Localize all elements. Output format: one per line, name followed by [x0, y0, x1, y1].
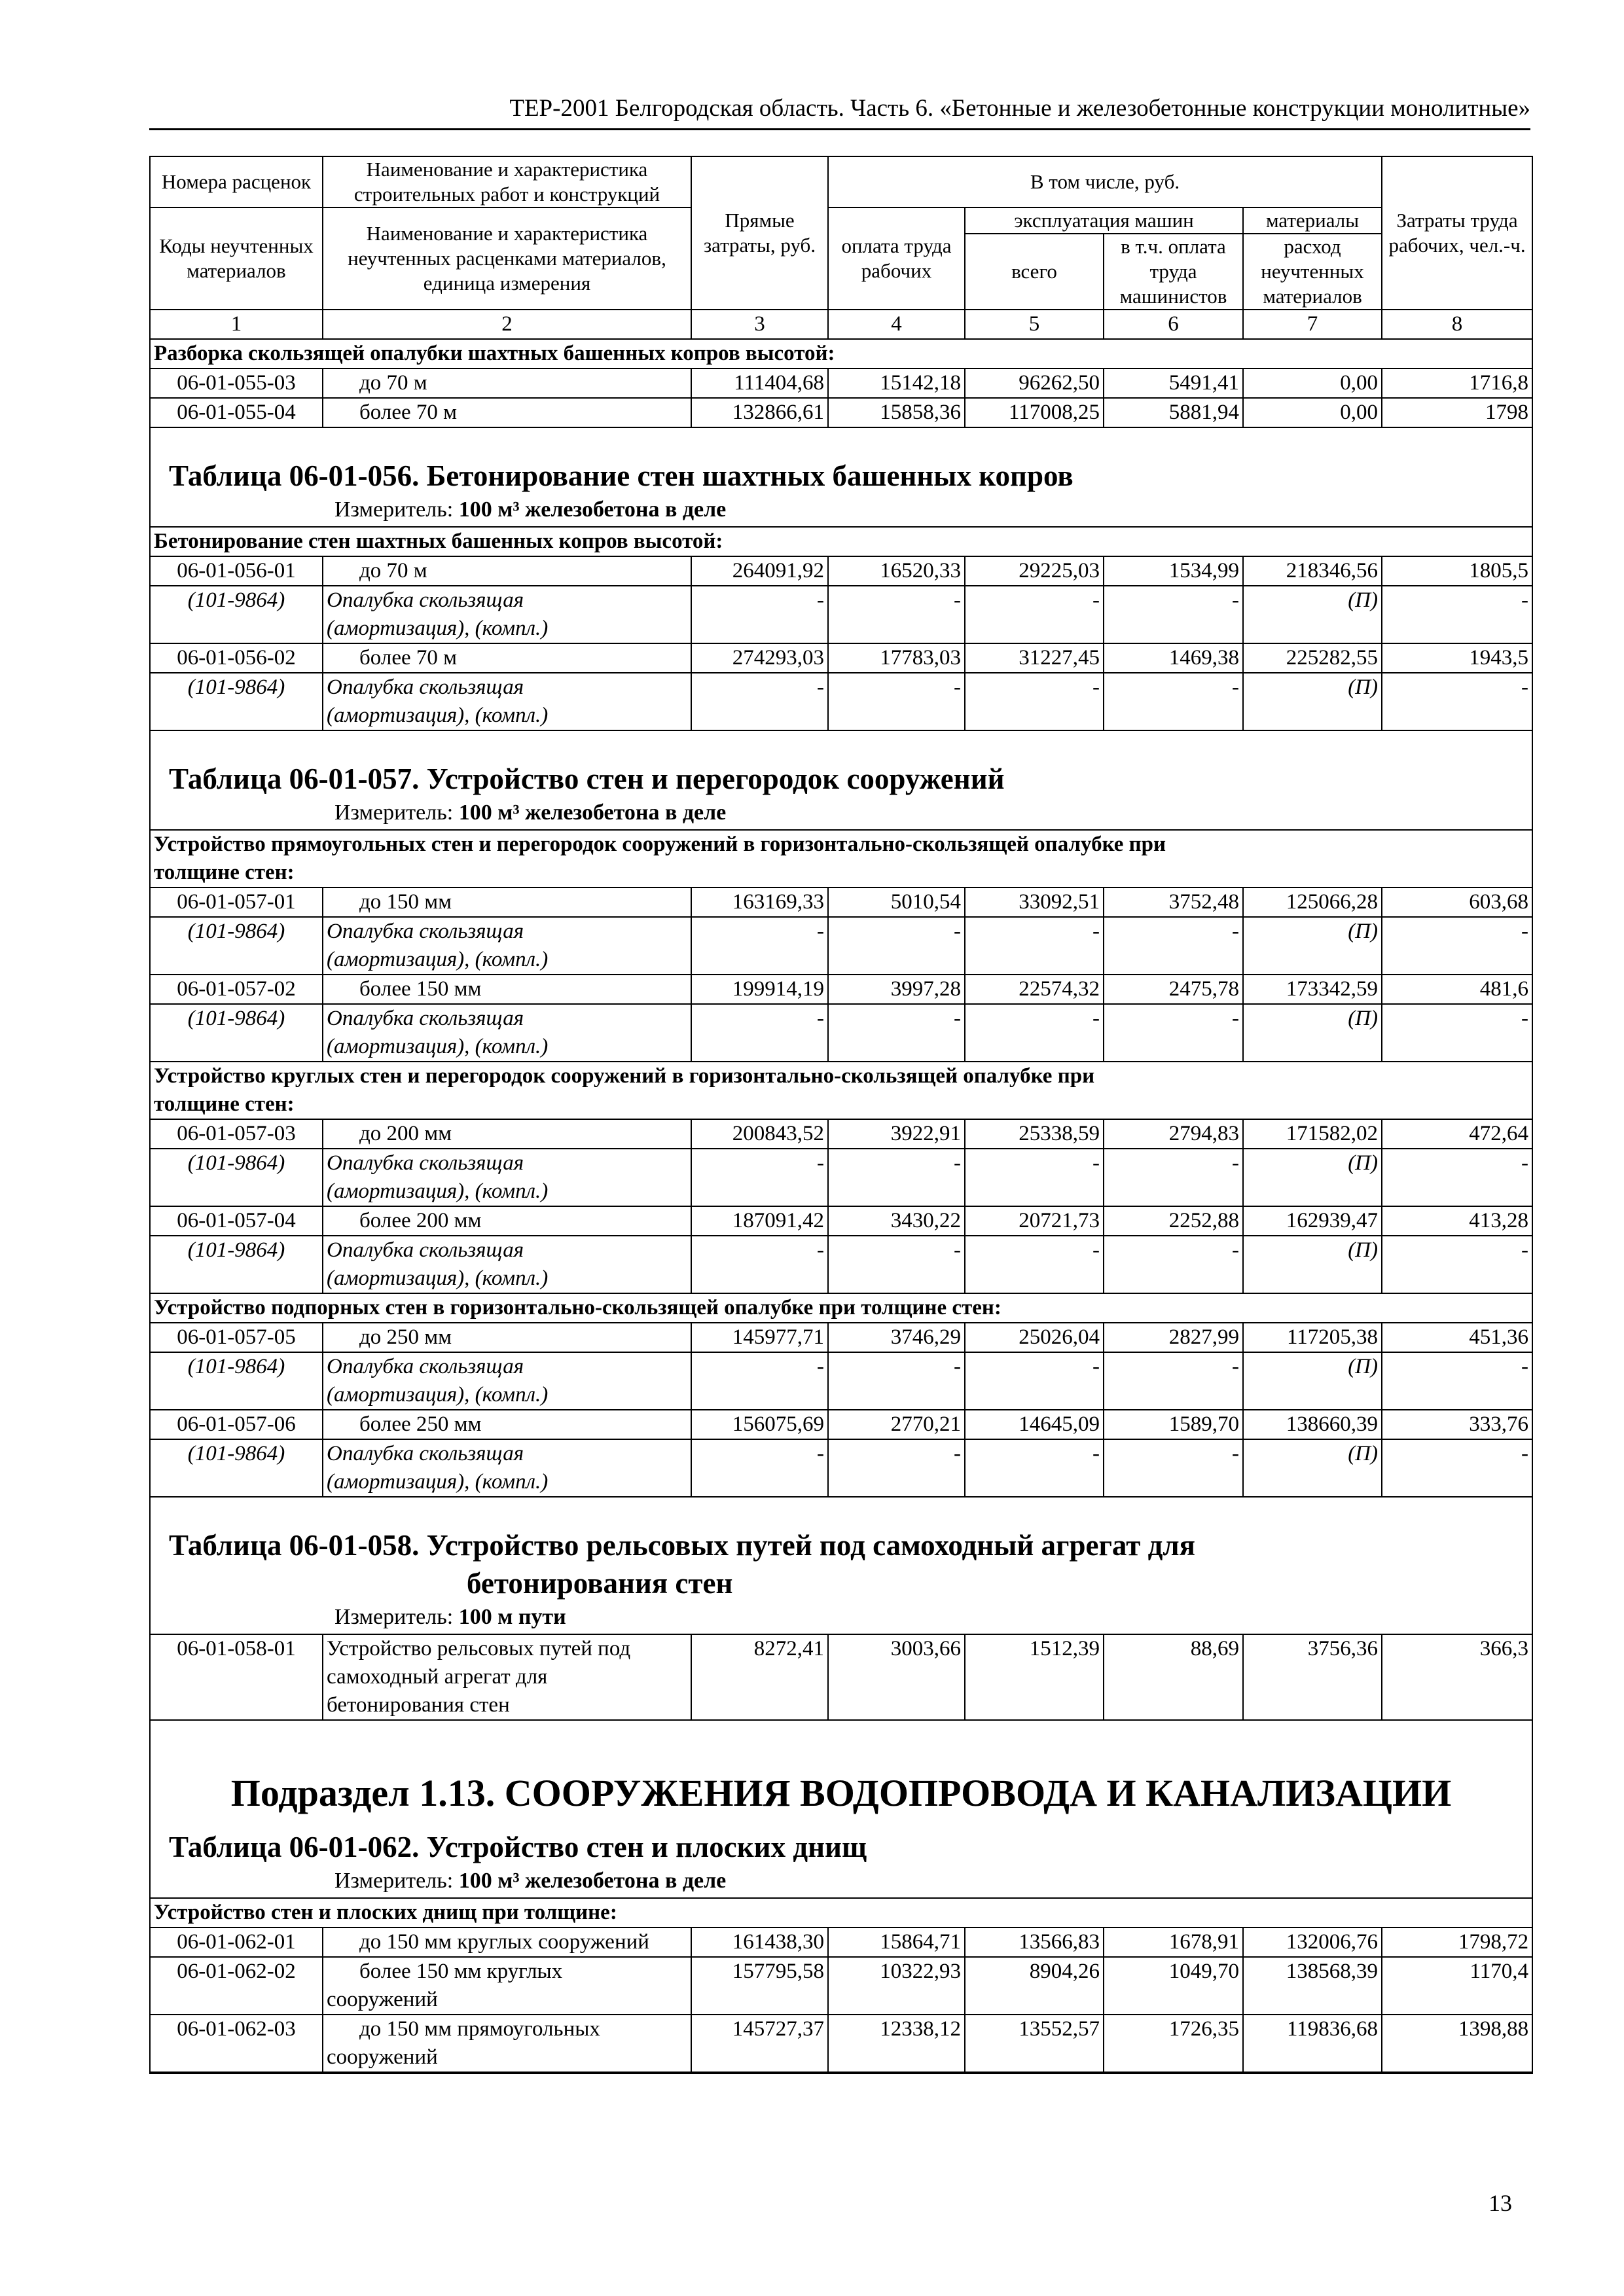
value-operators: 1678,91 [1104, 1928, 1243, 1957]
value-machines: 29225,03 [965, 556, 1104, 586]
table-title-line1: Таблица 06-01-058. Устройство рельсовых путей под самоходный агрегат для [169, 1529, 1195, 1562]
dash: - [1104, 1149, 1243, 1206]
row-name: до 250 мм [359, 1325, 452, 1349]
value-hours: 1398,88 [1382, 2015, 1532, 2072]
table-row [151, 368, 1532, 398]
table-056 [151, 526, 1532, 731]
measure-value: 100 м³ железобетона в деле [458, 497, 727, 522]
value-operators: 5881,94 [1104, 398, 1243, 427]
measure-label: Измеритель: [334, 1869, 454, 1893]
row-code: 06-01-057-05 [151, 1323, 323, 1352]
dash: - [1382, 1352, 1532, 1409]
table-row [151, 1634, 1532, 1720]
value-materials: 171582,02 [1243, 1119, 1382, 1149]
row-name: более 200 мм [359, 1209, 482, 1232]
value-operators: 1469,38 [1104, 643, 1243, 673]
section-heading: Устройство подпорных стен в горизонтально-скользящей опалубке при толщине стен: [151, 1293, 1532, 1323]
material-mark: (П) [1243, 1004, 1382, 1061]
col2-header-top: Наименование и характеристика строительных работ и конструкций [323, 156, 691, 207]
value-direct: 157795,58 [691, 1957, 828, 2015]
value-operators: 1589,70 [1104, 1410, 1243, 1439]
material-code: (101-9864) [151, 1149, 323, 1206]
dash: - [965, 586, 1104, 643]
col2-header-bottom: Наименование и характеристика неучтенных расценками материалов, единица измерения [323, 207, 691, 310]
table-row [151, 1206, 1532, 1236]
material-name: Опалубка скользящая (амортизация), (компл.) [323, 673, 691, 730]
material-name: Опалубка скользящая (амортизация), (компл.) [323, 1004, 691, 1062]
material-mark: (П) [1243, 1236, 1382, 1293]
value-labor: 3430,22 [828, 1206, 965, 1236]
value-labor: 10322,93 [828, 1957, 965, 2015]
value-materials: 162939,47 [1243, 1206, 1382, 1236]
dash: - [691, 917, 828, 974]
table-058 [151, 1634, 1532, 1721]
col-number: 5 [965, 310, 1104, 339]
table-title [151, 1498, 1532, 1602]
value-direct: 200843,52 [691, 1119, 828, 1149]
measure-unit [151, 1602, 1532, 1634]
value-hours: 451,36 [1382, 1323, 1532, 1352]
dash: - [965, 1149, 1104, 1206]
row-code: 06-01-057-01 [151, 888, 323, 917]
measure-value: 100 м³ железобетона в деле [458, 800, 727, 825]
table-title: Таблица 06-01-057. Устройство стен и перегородок сооружений [169, 762, 1005, 795]
value-machines: 20721,73 [965, 1206, 1104, 1236]
row-code: 06-01-055-04 [151, 398, 323, 427]
row-code: 06-01-057-03 [151, 1119, 323, 1149]
material-code: (101-9864) [151, 673, 323, 730]
col-number: 4 [828, 310, 965, 339]
table-row [151, 1410, 1532, 1439]
material-mark: (П) [1243, 586, 1382, 643]
dash: - [965, 917, 1104, 974]
dash: - [691, 1236, 828, 1293]
material-mark: (П) [1243, 1352, 1382, 1409]
value-operators: 1726,35 [1104, 2015, 1243, 2072]
material-code: (101-9864) [151, 1004, 323, 1062]
col1-header-top: Номера расценок [151, 156, 323, 207]
value-materials: 138660,39 [1243, 1410, 1382, 1439]
material-row [151, 1439, 1532, 1496]
row-name: Устройство рельсовых путей под самоходный агрегат для бетонирования стен [323, 1634, 691, 1720]
table-row [151, 1928, 1532, 1957]
measure-value: 100 м³ железобетона в деле [458, 1869, 727, 1893]
dash: - [965, 1352, 1104, 1409]
value-materials: 132006,76 [1243, 1928, 1382, 1957]
section-heading: Устройство круглых стен и перегородок сооружений в горизонтально-скользящей опалубке при толщине стен: [151, 1062, 1532, 1119]
value-hours: 1805,5 [1382, 556, 1532, 586]
value-materials: 0,00 [1243, 398, 1382, 427]
material-mark: (П) [1243, 917, 1382, 974]
value-direct: 187091,42 [691, 1206, 828, 1236]
material-code: (101-9864) [151, 1352, 323, 1410]
material-row [151, 1149, 1532, 1206]
dash: - [1382, 1004, 1532, 1061]
table-062 [151, 1897, 1532, 2073]
value-labor: 3746,29 [828, 1323, 965, 1352]
material-code: (101-9864) [151, 586, 323, 643]
dash: - [828, 586, 965, 643]
value-materials: 3756,36 [1243, 1634, 1382, 1720]
value-direct: 163169,33 [691, 888, 828, 917]
col8-header: Затраты труда рабочих, чел.-ч. [1382, 156, 1532, 310]
value-hours: 481,6 [1382, 975, 1532, 1004]
material-name: Опалубка скользящая (амортизация), (компл.) [323, 1149, 691, 1206]
dash: - [1382, 586, 1532, 643]
material-code: (101-9864) [151, 917, 323, 975]
col-number: 3 [691, 310, 828, 339]
dash: - [691, 586, 828, 643]
value-labor: 2770,21 [828, 1410, 965, 1439]
value-labor: 3922,91 [828, 1119, 965, 1149]
value-hours: 366,3 [1382, 1634, 1532, 1720]
value-operators: 1534,99 [1104, 556, 1243, 586]
subsection-title: Подраздел 1.13. СООРУЖЕНИЯ ВОДОПРОВОДА И КАНАЛИЗАЦИИ [230, 1772, 1452, 1814]
col-number: 2 [323, 310, 691, 339]
dash: - [965, 1236, 1104, 1293]
row-name: более 70 м [359, 646, 457, 670]
value-hours: 1798 [1382, 398, 1532, 427]
row-code: 06-01-062-02 [151, 1957, 323, 2015]
value-machines: 14645,09 [965, 1410, 1104, 1439]
dash: - [828, 1149, 965, 1206]
section-heading: Устройство стен и плоских днищ при толщине: [151, 1898, 1532, 1928]
page-header: ТЕР-2001 Белгородская область. Часть 6. «Бетонные и железобетонные конструкции монолитные» [149, 92, 1530, 130]
page-number: 13 [1489, 2190, 1512, 2216]
dash: - [965, 1439, 1104, 1496]
value-operators: 2794,83 [1104, 1119, 1243, 1149]
value-operators: 5491,41 [1104, 368, 1243, 398]
value-hours: 1170,4 [1382, 1957, 1532, 2015]
dash: - [691, 1352, 828, 1409]
material-mark: (П) [1243, 1149, 1382, 1206]
row-code: 06-01-058-01 [151, 1634, 323, 1720]
value-labor: 15858,36 [828, 398, 965, 427]
table-title-line2: бетонирования стен [467, 1567, 733, 1600]
value-operators: 2475,78 [1104, 975, 1243, 1004]
row-name: до 70 м [359, 559, 427, 583]
value-labor: 3003,66 [828, 1634, 965, 1720]
value-materials: 173342,59 [1243, 975, 1382, 1004]
value-machines: 22574,32 [965, 975, 1104, 1004]
value-labor: 12338,12 [828, 2015, 965, 2072]
value-direct: 274293,03 [691, 643, 828, 673]
row-name: до 150 мм прямоугольных сооружений [323, 2015, 691, 2072]
table-row [151, 1957, 1532, 2015]
row-code: 06-01-056-01 [151, 556, 323, 586]
value-operators: 3752,48 [1104, 888, 1243, 917]
col-number: 1 [151, 310, 323, 339]
value-labor: 15142,18 [828, 368, 965, 398]
value-machines: 25338,59 [965, 1119, 1104, 1149]
materials-header: материалы [1243, 207, 1382, 234]
row-code: 06-01-057-04 [151, 1206, 323, 1236]
value-machines: 117008,25 [965, 398, 1104, 427]
dash: - [691, 673, 828, 730]
dash: - [1104, 586, 1243, 643]
material-name: Опалубка скользящая (амортизация), (компл.) [323, 586, 691, 643]
value-machines: 1512,39 [965, 1634, 1104, 1720]
header-table [151, 156, 1532, 428]
dash: - [1382, 917, 1532, 974]
document-body [149, 156, 1533, 2074]
row-name: более 70 м [359, 401, 457, 424]
material-name: Опалубка скользящая (амортизация), (компл.) [323, 1236, 691, 1293]
value-hours: 1798,72 [1382, 1928, 1532, 1957]
value-direct: 145977,71 [691, 1323, 828, 1352]
material-code: (101-9864) [151, 1236, 323, 1293]
table-057 [151, 829, 1532, 1498]
value-direct: 111404,68 [691, 368, 828, 398]
material-row [151, 586, 1532, 643]
section-heading: Устройство прямоугольных стен и перегородок сооружений в горизонтально-скользящей опалубке при толщине стен: [151, 830, 1532, 888]
col6-header: в т.ч. оплата труда машинистов [1104, 234, 1243, 310]
measure-unit [151, 1866, 1532, 1897]
measure-label: Измеритель: [334, 497, 454, 522]
table-row [151, 888, 1532, 917]
value-direct: 161438,30 [691, 1928, 828, 1957]
material-row [151, 917, 1532, 974]
machines-header: эксплуатация машин [965, 207, 1243, 234]
dash: - [691, 1004, 828, 1061]
material-name: Опалубка скользящая (амортизация), (компл.) [323, 917, 691, 975]
table-row [151, 2015, 1532, 2072]
value-machines: 25026,04 [965, 1323, 1104, 1352]
row-name: более 150 мм круглых сооружений [323, 1957, 691, 2015]
dash: - [828, 1004, 965, 1061]
row-code: 06-01-062-03 [151, 2015, 323, 2072]
value-labor: 3997,28 [828, 975, 965, 1004]
value-labor: 17783,03 [828, 643, 965, 673]
dash: - [828, 1439, 965, 1496]
col-number: 8 [1382, 310, 1532, 339]
material-row [151, 673, 1532, 730]
table-row [151, 643, 1532, 673]
measure-unit [151, 798, 1532, 829]
value-materials: 0,00 [1243, 368, 1382, 398]
value-materials: 119836,68 [1243, 2015, 1382, 2072]
row-name: до 150 мм круглых сооружений [323, 1928, 691, 1957]
value-direct: 132866,61 [691, 398, 828, 427]
value-labor: 5010,54 [828, 888, 965, 917]
table-row [151, 398, 1532, 427]
value-machines: 31227,45 [965, 643, 1104, 673]
dash: - [1382, 1149, 1532, 1206]
row-name: до 200 мм [359, 1122, 452, 1145]
value-hours: 1943,5 [1382, 643, 1532, 673]
row-name: более 150 мм [359, 977, 482, 1001]
table-row [151, 975, 1532, 1004]
row-name: до 150 мм [359, 890, 452, 914]
value-labor: 16520,33 [828, 556, 965, 586]
col-number: 6 [1104, 310, 1243, 339]
row-code: 06-01-056-02 [151, 643, 323, 673]
group-header: В том числе, руб. [828, 156, 1382, 207]
value-operators: 2827,99 [1104, 1323, 1243, 1352]
material-name: Опалубка скользящая (амортизация), (компл.) [323, 1352, 691, 1410]
value-hours: 1716,8 [1382, 368, 1532, 398]
value-materials: 125066,28 [1243, 888, 1382, 917]
material-row [151, 1236, 1532, 1293]
row-code: 06-01-055-03 [151, 368, 323, 398]
value-machines: 33092,51 [965, 888, 1104, 917]
dash: - [1104, 673, 1243, 730]
value-machines: 13566,83 [965, 1928, 1104, 1957]
dash: - [1382, 1439, 1532, 1496]
dash: - [691, 1149, 828, 1206]
measure-label: Измеритель: [334, 800, 454, 825]
dash: - [828, 1352, 965, 1409]
dash: - [965, 673, 1104, 730]
col5-header: всего [965, 234, 1104, 310]
value-hours: 603,68 [1382, 888, 1532, 917]
value-materials: 225282,55 [1243, 643, 1382, 673]
table-row [151, 556, 1532, 586]
dash: - [828, 1236, 965, 1293]
measure-value: 100 м пути [458, 1605, 566, 1629]
table-row [151, 1323, 1532, 1352]
material-mark: (П) [1243, 673, 1382, 730]
col4-header: оплата труда рабочих [828, 207, 965, 310]
value-machines: 8904,26 [965, 1957, 1104, 2015]
value-direct: 199914,19 [691, 975, 828, 1004]
value-direct: 156075,69 [691, 1410, 828, 1439]
value-hours: 333,76 [1382, 1410, 1532, 1439]
measure-unit [151, 495, 1532, 526]
dash: - [1104, 917, 1243, 974]
material-row [151, 1004, 1532, 1061]
col1-header-bottom: Коды неучтенных материалов [151, 207, 323, 310]
value-direct: 145727,37 [691, 2015, 828, 2072]
value-materials: 218346,56 [1243, 556, 1382, 586]
value-direct: 8272,41 [691, 1634, 828, 1720]
value-operators: 2252,88 [1104, 1206, 1243, 1236]
value-hours: 472,64 [1382, 1119, 1532, 1149]
value-labor: 15864,71 [828, 1928, 965, 1957]
dash: - [1104, 1352, 1243, 1409]
section-heading: Бетонирование стен шахтных башенных копров высотой: [151, 527, 1532, 556]
dash: - [1104, 1004, 1243, 1061]
material-row [151, 1352, 1532, 1409]
dash: - [691, 1439, 828, 1496]
measure-label: Измеритель: [334, 1605, 454, 1629]
value-machines: 13552,57 [965, 2015, 1104, 2072]
dash: - [965, 1004, 1104, 1061]
row-name: более 250 мм [359, 1412, 482, 1436]
material-code: (101-9864) [151, 1439, 323, 1497]
dash: - [828, 673, 965, 730]
dash: - [1382, 673, 1532, 730]
material-name: Опалубка скользящая (амортизация), (компл.) [323, 1439, 691, 1497]
dash: - [1104, 1439, 1243, 1496]
value-operators: 1049,70 [1104, 1957, 1243, 2015]
col7-header: расход неучтенных материалов [1243, 234, 1382, 310]
section-heading: Разборка скользящей опалубки шахтных башенных копров высотой: [151, 339, 1532, 368]
value-hours: 413,28 [1382, 1206, 1532, 1236]
col3-header: Прямые затраты, руб. [691, 156, 828, 310]
value-direct: 264091,92 [691, 556, 828, 586]
table-title: Таблица 06-01-056. Бетонирование стен шахтных башенных копров [169, 459, 1074, 492]
dash: - [1382, 1236, 1532, 1293]
value-machines: 96262,50 [965, 368, 1104, 398]
row-code: 06-01-057-06 [151, 1410, 323, 1439]
table-title: Таблица 06-01-062. Устройство стен и плоских днищ [169, 1831, 867, 1863]
value-materials: 117205,38 [1243, 1323, 1382, 1352]
row-code: 06-01-062-01 [151, 1928, 323, 1957]
dash: - [828, 917, 965, 974]
table-row [151, 1119, 1532, 1149]
row-code: 06-01-057-02 [151, 975, 323, 1004]
row-name: до 70 м [359, 371, 427, 395]
col-number: 7 [1243, 310, 1382, 339]
material-mark: (П) [1243, 1439, 1382, 1496]
value-materials: 138568,39 [1243, 1957, 1382, 2015]
dash: - [1104, 1236, 1243, 1293]
value-operators: 88,69 [1104, 1634, 1243, 1720]
